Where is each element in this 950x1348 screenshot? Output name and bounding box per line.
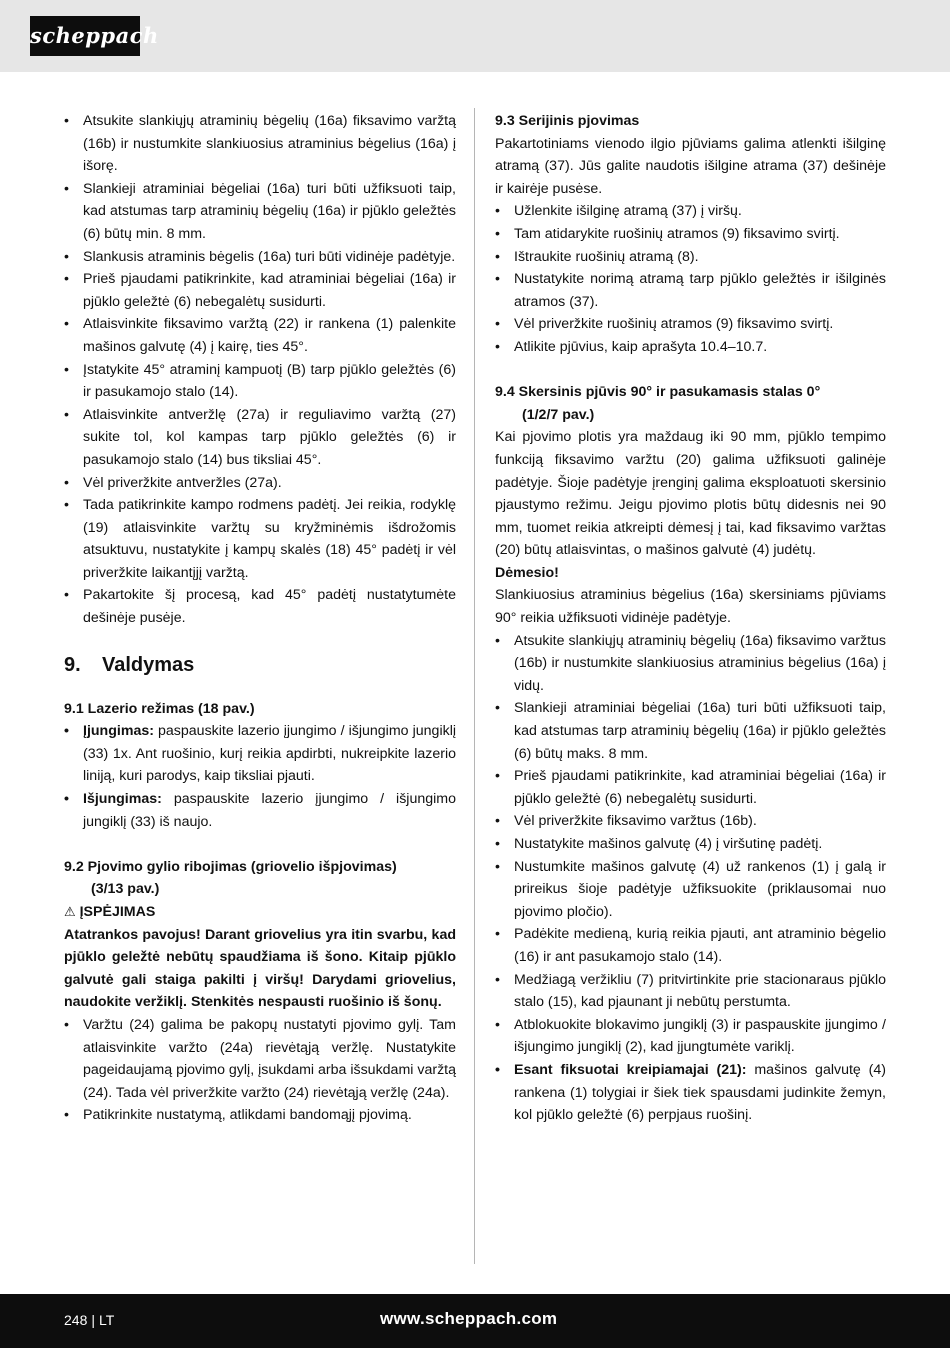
list-item: • Prieš pjaudami patikrinkite, kad atraminiai bėgeliai (16a) ir pjūklo geležtė (6) nebegalėtų susidurti. — [64, 271, 456, 310]
list-item: • Atlaisvinkite antveržlę (27a) ir reguliavimo varžtą (27) sukite tol, kol kampas tarp pjūklo geležtės (6) ir pasukamojo stalo (14) bus tiksliai 45°. — [64, 406, 456, 468]
list-item: • Ištraukite ruošinių atramą (8). — [495, 248, 699, 265]
left-column — [64, 110, 456, 1127]
laser-mode-list — [64, 720, 456, 833]
list-item: • Slankieji atraminiai bėgeliai (16a) turi būti užfiksuoti taip, kad atstumas tarp atraminių bėgelių (16a) ir pjūklo geležtės (6) būtų min. 8 mm. — [64, 180, 456, 242]
cut-depth-list — [64, 1014, 456, 1127]
adjustment-steps-list — [64, 110, 456, 630]
page-number: 248 | LT — [64, 1312, 115, 1328]
list-item: • Vėl priveržkite antveržles (27a). — [64, 474, 282, 491]
paragraph: Pakartotiniams vienodo ilgio pjūviams galima atlenkti išilginę atramą (37). Jūs galite naudotis išilgine atrama (37) dešinėje ir kairėje pusėse. — [495, 135, 886, 197]
list-item: • Įjungimas: paspauskite lazerio įjungimo / išjungimo jungiklį (33) 1x. Ant ruošinio, kurį reikia apdirbti, nukreipkite lazerio liniją, kuri parodys, kaip tiksliai pjauti. — [64, 723, 456, 785]
section-number: 9. — [64, 653, 81, 676]
list-item: • Tada patikrinkite kampo rodmens padėtį. Jei reikia, rodyklę (19) atlaisvinkite varžtų su kryžminėmis išdrožomis atsuktuvu, nustatykite į kampų skalės (18) 45° padėtį ir vėl priveržkite laikantįjį varžtą. — [64, 497, 456, 581]
list-item: • Atlikite pjūvius, kaip aprašyta 10.4–10.7. — [495, 338, 768, 355]
website-link[interactable]: www.scheppach.com — [380, 1309, 558, 1328]
list-item: • Nustatykite mašinos galvutę (4) į viršutinę padėtį. — [495, 836, 823, 852]
list-item: • Slankusis atraminis bėgelis (16a) turi būti vidinėje padėtyje. — [64, 248, 456, 265]
list-item: • Atsukite slankiųjų atraminių bėgelių (16a) fiksavimo varžtus (16b) ir nustumkite slankiuosius atraminius bėgelius (16a) į vidų. — [495, 632, 886, 694]
list-item: • Atblokuokite blokavimo jungiklį (3) ir paspauskite įjungimo / išjungimo jungiklį (2), kad įjungtumėte variklį. — [495, 1016, 886, 1056]
list-item: • Varžtu (24) galima be pakopų nustatyti pjovimo gylį. Tam atlaisvinkite varžto (24a) rievėtąją veržlę. Nustatykite pageidaujamą pjovimo gylį, įsukdami arba išsukdami varžtą (24). Tada vėl priveržkite varžto (24) rievėtąją veržlę (24a). — [64, 1016, 456, 1101]
paragraph: Slankiuosius atraminius bėgelius (16a) skersiniams pjūviams 90° reikia užfiksuoti vidinėje padėtyje. — [495, 587, 886, 627]
list-item: • Medžiagą veržikliu (7) pritvirtinkite prie stacionaraus pjūklo stalo (15), kad pjaunant ji nebūtų perstumta. — [495, 971, 886, 1011]
list-item: • Nustatykite norimą atramą tarp pjūklo geležtės ir išilginės atramos (37). — [495, 271, 886, 310]
paragraph: Kai pjovimo plotis yra maždaug iki 90 mm, pjūklo tempimo funkciją fiksavimo varžtu (20) galima užfiksuoti galinėje padėtyje. Šioje padėtyje įrenginį galima eksploatuoti skersinio pjaustymo režimu. Jeigu pjovimo plotis būtų didesnis nei 90 mm, tuomet reikia atkreipti dėmesį į tai, kad fiksavimo varžtas (20) būtų atlaisvintas, o mašinos galvutė (4) judėtų. — [495, 429, 886, 559]
list-item: • Tam atidarykite ruošinių atramos (9) fiksavimo svirtį. — [495, 225, 840, 242]
warning-triangle-icon: ⚠ — [64, 904, 76, 919]
list-item: • Vėl priveržkite fiksavimo varžtus (16b). — [495, 813, 757, 830]
cross-cut-list — [495, 630, 886, 1127]
page-header — [0, 0, 950, 72]
attention-label: Dėmesio! — [495, 564, 559, 581]
column-divider — [474, 108, 475, 1264]
list-item: • Užlenkite išilginę atramą (37) į viršų. — [495, 203, 742, 220]
warning-heading: ⚠ ĮSPĖJIMAS — [64, 904, 156, 920]
scheppach-logo: scheppach — [30, 16, 140, 56]
section-title: Valdymas — [102, 653, 195, 676]
serial-cut-list — [495, 200, 886, 358]
subsection-title: 9.1 Lazerio režimas (18 pav.) — [64, 700, 255, 717]
list-item: • Išjungimas: paspauskite lazerio įjungimo / išjungimo jungiklį (33) iš naujo. — [64, 791, 456, 830]
subsection-title: 9.3 Serijinis pjovimas — [495, 113, 640, 129]
list-item: • Slankieji atraminiai bėgeliai (16a) turi būti užfiksuoti taip, kad atstumas tarp atraminių bėgelių (16a) ir pjūklo geležtės (6) būtų maks. 8 mm. — [495, 700, 886, 762]
list-item: • Prieš pjaudami patikrinkite, kad atraminiai bėgeliai (16a) ir pjūklo geležtė (6) nebegalėtų susidurti. — [495, 768, 886, 807]
list-item: • Pakartokite šį procesą, kad 45° padėtį nustatytumėte dešinėje pusėje. — [64, 587, 456, 627]
list-item: • Vėl priveržkite ruošinių atramos (9) fiksavimo svirtį. — [495, 316, 834, 333]
page-footer — [0, 1294, 950, 1348]
right-column — [495, 110, 886, 1127]
list-item: • Patikrinkite nustatymą, atlikdami bandomąjį pjovimą. — [64, 1107, 412, 1124]
subsection-title: 9.2 Pjovimo gylio ribojimas (griovelio išpjovimas) (3/13 pav.) — [64, 858, 397, 898]
list-item: • Atlaisvinkite fiksavimo varžtą (22) ir rankena (1) palenkite mašinos galvutę (4) į kairę, ties 45°. — [64, 316, 456, 355]
list-item: • Įstatykite 45° atraminį kampuotį (B) tarp pjūklo geležtės (6) ir pasukamojo stalo (14). — [64, 361, 456, 401]
list-item: • Nustumkite mašinos galvutę (4) už rankenos (1) į galą ir prireikus šioje padėtyje užfiksuokite (priklausomai nuo pjovimo pločio). — [495, 858, 886, 920]
list-item: • Atsukite slankiųjų atraminių bėgelių (16a) fiksavimo varžtą (16b) ir nustumkite slankiuosius atraminius bėgelius (16a) į išorę. — [64, 113, 456, 175]
warning-text: Atatrankos pavojus! Darant griovelius yra itin svarbu, kad pjūklo geležtė nebūtų spaudžiama iš šono. Kitaip pjūklo galvutė gali staiga pakilti į viršų! Darydami griovelius, naudokite veržiklį. Stenkitės nespausti ruošinio iš šonų. — [64, 926, 456, 1011]
subsection-title: 9.4 Skersinis pjūvis 90° ir pasukamasis stalas 0° (1/2/7 pav.) — [495, 384, 821, 423]
list-item: • Padėkite medieną, kurią reikia pjauti, ant atraminio bėgelio (16) ir ant pasukamojo stalo (14). — [495, 926, 886, 965]
list-item: • Esant fiksuotai kreipiamajai (21): mašinos galvutę (4) rankena (1) tolygiai ir šiek tiek spausdami judinkite žemyn, kol pjūklo geležtė (6) perpjaus ruošinį. — [495, 1061, 886, 1124]
section-heading — [64, 652, 456, 678]
